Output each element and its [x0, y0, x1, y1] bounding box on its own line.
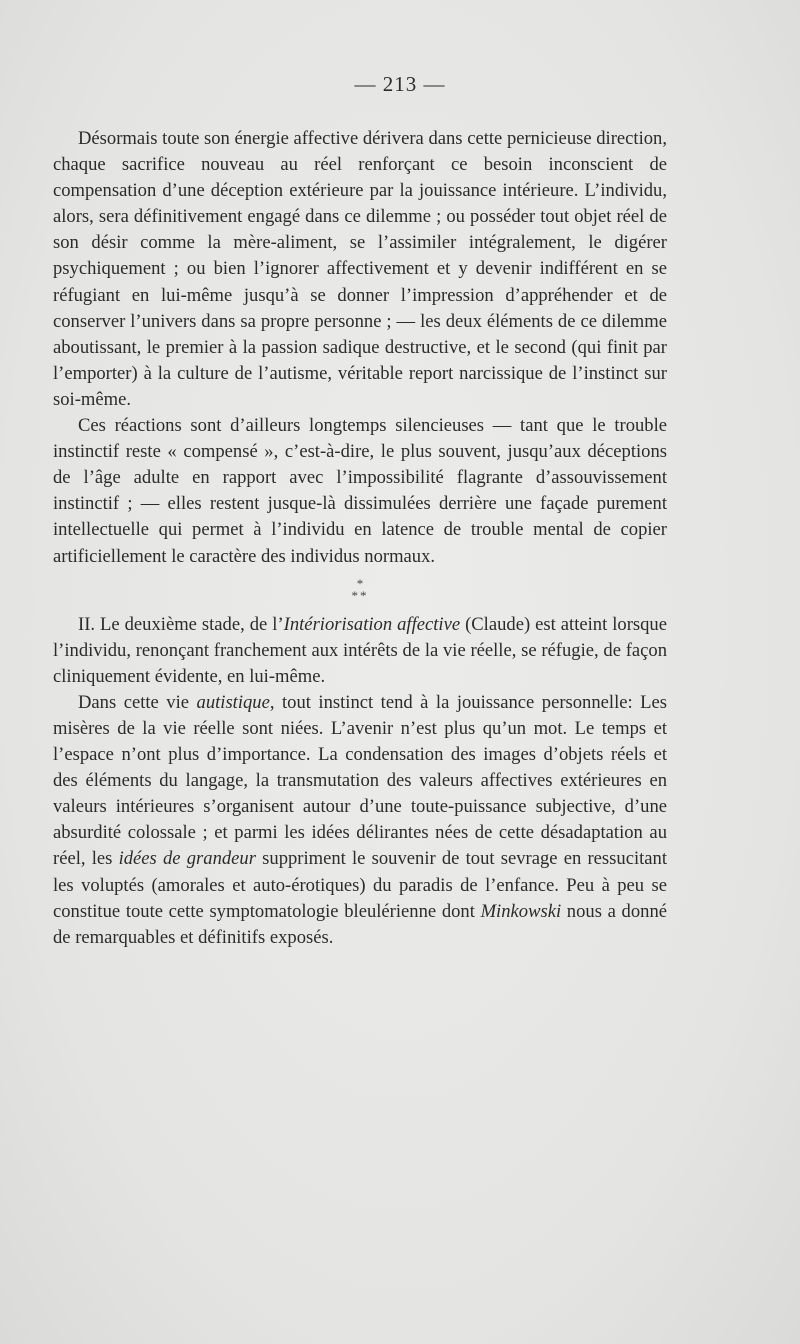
- text-run: , tout instinct tend à la jouissance personnelle: Les misères de la vie réelle sont niées. L’avenir n’est plus qu’un mot. Le temps et l’espace n’ont plus d’importance. La condensation des images d’objets réels et des éléments du langage, la transmutation des valeurs affectives extérieures en valeurs intérieures s’organisent autour d’une toute-puissance subjective, d’une absurdité colossale ; et parmi les idées délirantes nées de cette désadaptation au réel, les: [53, 691, 667, 870]
- text-run: suppriment le souvenir de tout sevrage en ressucitant les voluptés (amorales et auto-érotiques) du paradis de l’enfance. Peu à peu se constitue toute cette symptomatologie bleulérienne dont: [53, 848, 668, 922]
- italic-author: Minkowski: [480, 900, 562, 922]
- paragraph: Désormais toute son énergie affective dérivera dans cette pernicieuse direction, chaque sacrifice nouveau au réel renforçant ce besoin inconscient de compensation d’une déception extérieure par la jouissance intérieure. L’individu, alors, sera définitivement engagé dans ce dilemme ; ou posséder tout objet réel de son désir comme la mère-aliment, se l’assimiler intégralement, le digérer psychiquement ; ou bien l’ignorer affectivement et y devenir indifférent en se réfugiant en lui-même jusqu’à se donner l’impression d’appréhender et de conserver l’univers dans sa propre personne ; — les deux éléments de ce dilemme aboutissant, le premier à la passion sadique destructive, et le second (qui finit par l’emporter) à la culture de l’autisme, véritable report narcissique de l’instinct sur soi-même.: [53, 128, 667, 410]
- italic-term: idées de grandeur: [118, 848, 256, 870]
- italic-term: autistique: [196, 691, 270, 713]
- text-run: nous a donné de remarquables et définitifs exposés.: [53, 900, 667, 948]
- section-asterism: [53, 570, 667, 612]
- text-run: (Claude) est atteint lorsque l’individu, renonçant franchement aux intérêts de la vie réelle, se réfugie, de façon cliniquement évidente, en lui-même.: [53, 613, 667, 687]
- paragraph: [53, 690, 667, 951]
- paragraph: Ces réactions sont d’ailleurs longtemps silencieuses — tant que le trouble instinctif reste « compensé », c’est-à-dire, le plus souvent, jusqu’aux déceptions de l’âge adulte en rapport avec l’impossibilité flagrante d’assouvissement instinctif ; — elles restent jusque-là dissimulées derrière une façade purement intellectuelle qui permet à l’individu en latence de trouble mental de copier artificiellement le caractère des individus normaux.: [53, 415, 667, 567]
- text-run: II. Le deuxième stade, de l’: [78, 613, 284, 635]
- body-text: [53, 126, 667, 951]
- italic-term: Intériorisation affective: [283, 613, 461, 635]
- text-run: Dans cette vie: [78, 691, 197, 713]
- page-number: — 213 —: [354, 72, 446, 96]
- asterism-bottom: **: [351, 587, 369, 603]
- paragraph-section-ii: [53, 612, 667, 690]
- asterism-top: *: [356, 575, 364, 591]
